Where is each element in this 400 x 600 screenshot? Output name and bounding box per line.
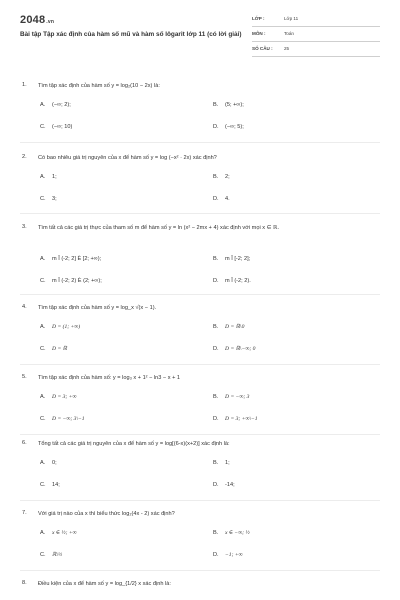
divider [20, 364, 380, 365]
meta-value: 25 [284, 46, 290, 51]
option-d[interactable]: D. −1; +∞ [213, 552, 243, 558]
question-text: Có bao nhiêu giá trị nguyên của x để hàm số y = log (−x² · 2x) xác định? [38, 155, 217, 161]
option-d[interactable]: D. -14; [213, 482, 235, 488]
option-c[interactable]: C. (−∞; 10) [40, 124, 73, 130]
question-number: 4. [22, 304, 27, 310]
divider [20, 142, 380, 143]
option-b[interactable]: B. D = −∞; 3 [213, 394, 250, 400]
question-number: 7. [22, 510, 27, 516]
option-b[interactable]: B. (5; +∞); [213, 102, 244, 108]
question-number: 2. [22, 154, 27, 160]
divider [20, 434, 380, 435]
question-text: Tìm tập xác định của hàm số: y = log₃ x + 1² − ln3 − x + 1 [38, 375, 181, 381]
option-a[interactable]: A. D = (1; +∞) [40, 324, 81, 330]
question-text: Với giá trị nào của x thì biểu thức log₂(4x - 2) xác định? [38, 511, 175, 517]
divider [20, 570, 380, 571]
question-text: Tìm tập xác định của hàm số y = log₂(10 − 2x) là: [38, 83, 160, 89]
question-number: 5. [22, 374, 27, 380]
option-c[interactable]: C. 14; [40, 482, 60, 488]
document-header [0, 0, 400, 60]
question-number: 3. [22, 224, 27, 230]
option-d[interactable]: D. D = ℝ\−∞; 0 [213, 346, 256, 352]
option-a[interactable]: A. m Î (-2; 2] È [2; +∞); [40, 256, 102, 262]
question-text: Điều kiện của x để hàm số y = log_{1/2} x xác định là: [38, 581, 171, 587]
option-a[interactable]: A. 1; [40, 174, 57, 180]
option-a[interactable]: A. (−∞; 2); [40, 102, 71, 108]
option-c[interactable]: C. 3; [40, 196, 57, 202]
question-text: Tìm tập xác định của hàm số y = log_x √(x − 1). [38, 305, 157, 311]
option-c[interactable]: C. D = −∞; 3\−1 [40, 416, 85, 422]
question-number: 8. [22, 580, 27, 586]
question-number: 1. [22, 82, 27, 88]
question-number: 6. [22, 440, 27, 446]
option-d[interactable]: D. 4. [213, 196, 230, 202]
option-a[interactable]: A. 0; [40, 460, 57, 466]
meta-row-class [252, 14, 380, 27]
option-d[interactable]: D. m Î (-2; 2). [213, 278, 251, 284]
option-b[interactable]: B. 1; [213, 460, 230, 466]
document-title: Bài tập Tập xác định của hàm số mũ và hàm số lôgarit lớp 11 (có lời giải) [20, 31, 242, 38]
option-d[interactable]: D. D = 3; +∞\−1 [213, 416, 258, 422]
meta-label: MÔN : [252, 31, 266, 36]
meta-label: SỐ CÂU : [252, 46, 273, 51]
option-b[interactable]: B. x ∈ −∞; ½ [213, 530, 250, 536]
meta-row-count [252, 44, 380, 57]
site-logo[interactable] [20, 14, 54, 26]
option-b[interactable]: B. 2; [213, 174, 230, 180]
meta-value: Toán [284, 31, 294, 36]
divider [20, 213, 380, 214]
logo-suffix: .vn [46, 19, 55, 25]
option-c[interactable]: C. D = ℝ [40, 346, 68, 352]
option-b[interactable]: B. m Î [-2; 2]; [213, 256, 251, 262]
option-c[interactable]: C. m Î (-2; 2) È (2; +∞); [40, 278, 102, 284]
divider [20, 500, 380, 501]
option-a[interactable]: A. D = 3; +∞ [40, 394, 77, 400]
question-text: Tổng tất cả các giá trị nguyên của x để hàm số y = log[(6-x)(x+2)] xác định là: [38, 441, 230, 447]
option-c[interactable]: C. ℝ\½ [40, 552, 63, 558]
document-meta [252, 14, 380, 59]
option-d[interactable]: D. (−∞; 5); [213, 124, 244, 130]
option-b[interactable]: B. D = ℝ\0 [213, 324, 245, 330]
option-a[interactable]: A. x ∈ ½; +∞ [40, 530, 77, 536]
meta-value: Lớp 11 [284, 16, 299, 21]
divider [20, 294, 380, 295]
question-text: Tìm tất cả các giá trị thực của tham số m để hàm số y = ln (x² − 2mx + 4) xác định với mọi x ∈ ℝ. [38, 225, 280, 231]
logo-text: 2048 [20, 14, 46, 26]
meta-row-subject [252, 29, 380, 42]
meta-label: LỚP : [252, 16, 265, 21]
